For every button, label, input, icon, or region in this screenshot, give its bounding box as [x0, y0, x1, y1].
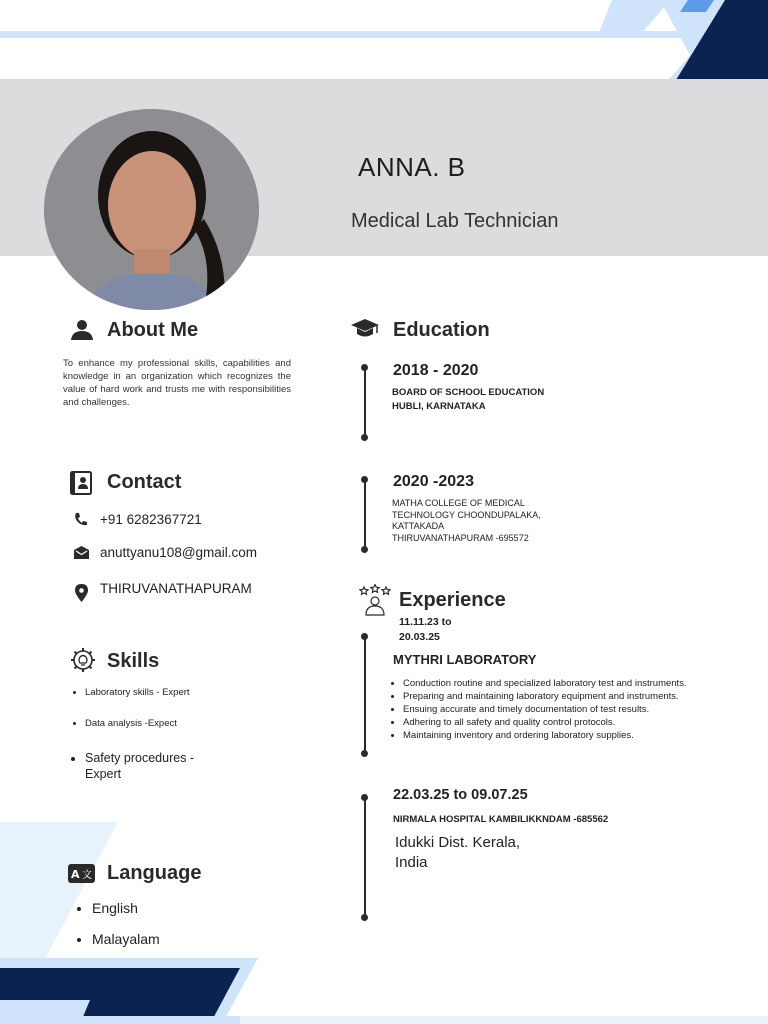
about-text: To enhance my professional skills, capabilities and knowledge in an organization which recognizes the value of hard work and trusts me with responsibilities and challenges.	[63, 358, 291, 408]
language-list	[76, 900, 138, 916]
job-title: Medical Lab Technician	[351, 210, 559, 232]
job2-dates: 22.03.25 to 09.07.25	[393, 787, 528, 803]
skills-list	[71, 687, 190, 698]
timeline-dot	[361, 434, 368, 441]
phone-text: +91 6282367721	[100, 512, 202, 527]
contact-book-icon	[70, 471, 92, 495]
skills-list	[71, 718, 177, 729]
svg-text:A: A	[71, 868, 80, 881]
skills-list	[71, 750, 225, 782]
job1-duties-list	[389, 677, 733, 742]
education-years: 2018 - 2020	[393, 362, 479, 379]
timeline-dot	[361, 750, 368, 757]
timeline-line	[364, 480, 366, 550]
graduation-cap-icon	[350, 318, 380, 340]
email-icon	[74, 546, 89, 559]
location-pin-icon	[75, 584, 88, 602]
skill-item: • Data analysis -Expect	[85, 718, 177, 729]
timeline-dot	[361, 914, 368, 921]
language-item: • Malayalam	[92, 931, 160, 947]
education-heading: Education	[393, 319, 490, 341]
duty-item: • Conduction routine and specialized laboratory test and instruments.	[403, 677, 733, 690]
duty-item: • Preparing and maintaining laboratory equipment and instruments.	[403, 690, 733, 703]
lightbulb-gear-icon	[70, 647, 96, 673]
contact-heading: Contact	[107, 471, 182, 493]
skill-item: • Laboratory skills - Expert	[85, 687, 190, 698]
about-heading: About Me	[107, 319, 199, 341]
profile-photo	[44, 109, 259, 310]
language-item: • English	[92, 900, 138, 916]
duty-item: • Adhering to all safety and quality control protocols.	[403, 716, 733, 729]
bottom-stripe	[240, 1016, 768, 1024]
person-name: ANNA. B	[358, 152, 466, 182]
email-text: anuttyanu108@gmail.com	[100, 545, 258, 560]
timeline-dot	[361, 546, 368, 553]
skill-item: • Safety procedures - Expert	[85, 750, 225, 782]
svg-text:文: 文	[82, 870, 92, 881]
location-text: THIRUVANATHAPURAM	[100, 581, 252, 596]
education-school: BOARD OF SCHOOL EDUCATION	[392, 387, 545, 398]
education-school: TECHNOLOGY CHOONDUPALAKA,	[392, 510, 541, 520]
education-place: KATTAKADA	[392, 521, 445, 531]
education-years: 2020 -2023	[393, 473, 474, 490]
education-place: THIRUVANATHAPURAM -695572	[392, 533, 529, 543]
duty-item: • Maintaining inventory and ordering laboratory supplies.	[403, 729, 733, 742]
duty-item: • Ensuing accurate and timely documentation of test results.	[403, 703, 733, 716]
education-school: MATHA COLLEGE OF MEDICAL	[392, 498, 525, 508]
job1-date: 11.11.23 to	[399, 616, 452, 628]
language-list	[76, 931, 160, 947]
skills-heading: Skills	[107, 650, 160, 672]
job1-company: MYTHRI LABORATORY	[393, 652, 537, 667]
timeline-line	[364, 368, 366, 438]
experience-heading: Experience	[399, 589, 506, 611]
bottom-decoration	[0, 818, 270, 1024]
job1-date: 20.03.25	[399, 631, 440, 643]
job2-location: India	[395, 854, 428, 871]
timeline-line	[364, 798, 366, 918]
education-place: HUBLI, KARNATAKA	[392, 401, 486, 412]
job2-location: Idukki Dist. Kerala,	[395, 834, 521, 851]
phone-icon	[74, 512, 88, 527]
timeline-line	[364, 637, 366, 754]
job2-company: NIRMALA HOSPITAL KAMBILIKKNDAM -685562	[393, 814, 609, 825]
person-icon	[70, 320, 94, 340]
language-heading: Language	[107, 862, 202, 884]
experience-star-person-icon	[359, 584, 391, 616]
translate-icon	[68, 864, 95, 883]
